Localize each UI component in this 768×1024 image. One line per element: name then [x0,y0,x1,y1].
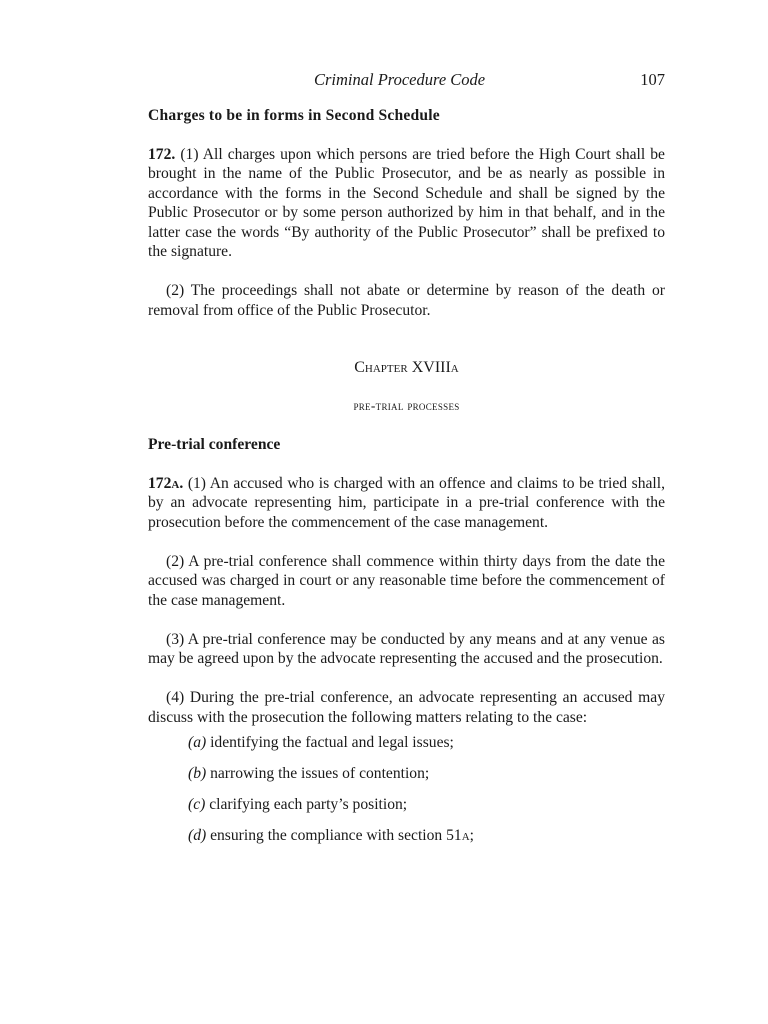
section-172a-subsection-4: (4) During the pre-trial conference, an advocate representing an accused may discuss with the prosecution the following matters relating to the case: [148,689,665,726]
item-label: (b) [188,765,207,782]
item-text: identifying the factual and legal issues; [210,734,454,751]
chapter-suffix: a [450,359,459,376]
section-172a-heading: Pre-trial conference [148,436,281,453]
item-text: narrowing the issues of contention; [210,765,430,782]
section-172-subsection-1 [148,145,665,262]
running-header [148,66,665,94]
list-item [148,764,665,784]
running-title: Criminal Procedure Code [314,70,486,89]
section-number-digits: 172 [148,474,172,492]
item-label: (d) [188,827,207,844]
item-section-suffix: a [461,827,470,844]
item-label: (a) [188,734,207,751]
chapter-title: pre-trial processes [353,397,460,413]
item-tail: ; [469,827,474,844]
page-number: 107 [640,70,665,89]
list-item [148,826,665,846]
chapter-numeral: XVIII [411,359,451,376]
chapter-heading [148,358,665,378]
list-item [148,733,665,753]
section-number-suffix: a. [171,474,184,492]
section-172-heading: Charges to be in forms in Second Schedule [148,107,440,124]
section-number: 172. [148,145,176,163]
section-172-subsection-2: (2) The proceedings shall not abate or determine by reason of the death or removal from office of the Public Prosecutor. [148,282,665,319]
subsection-text: (1) An accused who is charged with an offence and claims to be tried shall, by an advocate representing him, participate in a pre-trial conference with the prosecution before the commencement of the case management. [148,474,665,531]
section-number [148,475,183,492]
chapter-label: Chapter [354,359,408,376]
section-172a-subsection-2: (2) A pre-trial conference shall commence within thirty days from the date the accused was charged in court or any reasonable time before the commencement of the case management. [148,552,665,609]
item-text: ensuring the compliance with section 51 [210,827,462,844]
item-label: (c) [188,796,206,813]
section-172a-subsection-1 [148,474,665,533]
document-page [148,66,665,846]
subsection-text: (1) All charges upon which persons are tried before the High Court shall be brought in the name of the Public Prosecutor, and be as nearly as possible in accordance with the forms in the Second Schedule and shall be signed by the Public Prosecutor or by some person authorized by him in that behalf, and in the latter case the words “By authority of the Public Prosecutor” shall be prefixed to the signature. [148,145,665,260]
section-172a-subsection-3: (3) A pre-trial conference may be conducted by any means and at any venue as may be agreed upon by the advocate representing the accused and the prosecution. [148,630,665,667]
list-item [148,795,665,815]
item-text: clarifying each party’s position; [209,796,408,813]
matters-list [148,733,665,846]
